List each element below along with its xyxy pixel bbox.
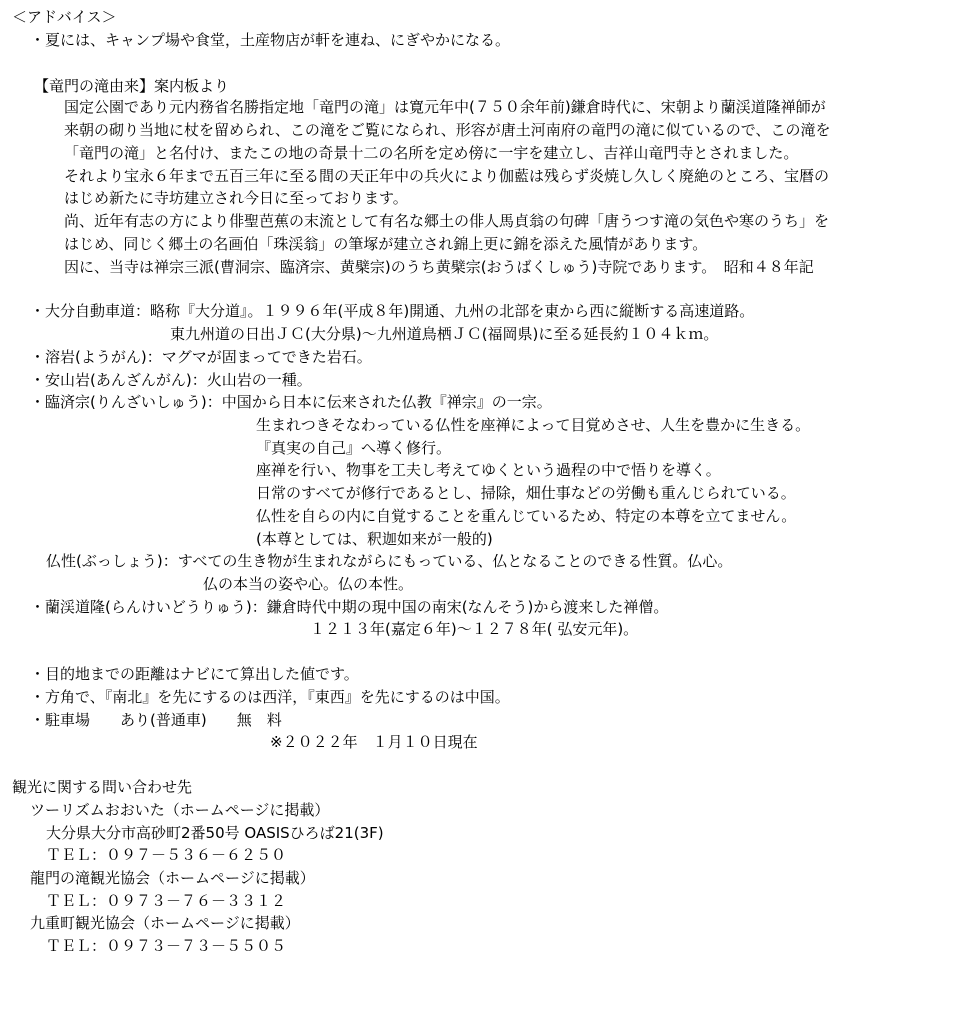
origin-title: 【竜門の滝由来】案内板より xyxy=(34,77,230,95)
contact-org-name: 九重町観光協会（ホームページに掲載） xyxy=(30,914,300,932)
note-parking: ・駐車場 あり(普通車) 無 料 xyxy=(30,711,282,729)
note-rinzai-cont: (本尊としては、釈迦如来が一般的) xyxy=(256,530,493,548)
contact-org-name: 龍門の滝観光協会（ホームページに掲載） xyxy=(30,869,315,887)
note-rinzai-cont: 座禅を行い、物事を工夫し考えてゆくという過程の中で悟りを導く。 xyxy=(256,461,721,479)
contact-tel: ＴＥＬ：０９７－５３６－６２５０ xyxy=(46,846,287,864)
origin-line: それより宝永６年まで五百三年に至る間の天正年中の兵火により伽藍は残らず炎焼し久しく廃絶のところ、宝暦の xyxy=(64,167,830,185)
origin-line: 因に、当寺は禅宗三派(曹洞宗、臨済宗、黄檗宗)のうち黄檗宗(おうばくしゅう)寺院であります。 昭和４８年記 xyxy=(64,258,814,276)
note-anzangan: ・安山岩(あんざんがん)：火山岩の一種。 xyxy=(30,371,312,389)
note-expressway: ・大分自動車道：略称『大分道』。１９９６年(平成８年)開通、九州の北部を東から西に縦断する高速道路。 xyxy=(30,302,755,320)
contact-address: 大分県大分市高砂町2番50号 OASISひろば21(3F) xyxy=(46,824,384,842)
note-bussho-cont: 仏の本当の姿や心。仏の本性。 xyxy=(203,575,414,593)
note-rankei: ・蘭渓道隆(らんけいどうりゅう)：鎌倉時代中期の現中国の南宋(なんそう)から渡来した禅僧。 xyxy=(30,598,669,616)
note-rinzai: ・臨済宗(りんざいしゅう)：中国から日本に伝来された仏教『禅宗』の一宗。 xyxy=(30,393,552,411)
note-rankei-cont: １２１３年(嘉定６年)～１２７８年( 弘安元年)。 xyxy=(310,620,639,638)
origin-line: 「竜門の滝」と名付け、またこの地の奇景十二の名所を定め傍に一宇を建立し、吉祥山竜門寺とされました。 xyxy=(64,144,799,162)
note-rinzai-cont: 生まれつきそなわっている仏性を座禅によって目覚めさせ、人生を豊かに生きる。 xyxy=(256,416,811,434)
contact-tel: ＴＥＬ：０９７３－７３－５５０５ xyxy=(46,937,287,955)
note-rinzai-cont: 仏性を自らの内に自覚することを重んじているため、特定の本尊を立てません。 xyxy=(256,507,797,525)
note-expressway-cont: 東九州道の日出ＪＣ(大分県)～九州道鳥栖ＪＣ(福岡県)に至る延長約１０４ｋｍ。 xyxy=(170,325,719,343)
origin-line: 国定公園であり元内務省名勝指定地「竜門の滝」は寛元年中(７５０余年前)鎌倉時代に、宋朝より蘭渓道隆禅師が xyxy=(64,98,826,116)
origin-line: 来朝の砌り当地に杖を留められ、この滝をご覧になられ、形容が唐土河南府の竜門の滝に似ているので、この滝を xyxy=(64,121,831,139)
contact-header: 観光に関する問い合わせ先 xyxy=(12,778,193,796)
note-yogan: ・溶岩(ようがん)：マグマが固まってできた岩石。 xyxy=(30,348,372,366)
note-rinzai-cont: 『真実の自己』へ導く修行。 xyxy=(256,439,452,457)
contact-org-name: ツーリズムおおいた（ホームページに掲載） xyxy=(30,801,330,819)
note-bussho: 仏性(ぶっしょう)：すべての生き物が生まれながらにもっている、仏となることのできる性質。仏心。 xyxy=(46,552,733,570)
origin-line: はじめ、同じく郷土の名画伯「珠渓翁」の筆塚が建立され錦上更に錦を添えた風情があります。 xyxy=(64,235,708,253)
origin-line: 尚、近年有志の方により俳聖芭蕉の末流として有名な郷土の俳人馬貞翁の句碑「唐うつす滝の気色や寒のうち」を xyxy=(64,212,830,230)
note-direction: ・方角で、『南北』を先にするのは西洋，『東西』を先にするのは中国。 xyxy=(30,688,510,706)
advice-header: ＜アドバイス＞ xyxy=(12,8,117,26)
note-as-of-date: ※２０２２年 １月１０日現在 xyxy=(270,733,478,751)
note-rinzai-cont: 日常のすべてが修行であるとし、掃除，畑仕事などの労働も重んじられている。 xyxy=(256,484,796,502)
advice-summer-item: ・夏には、キャンプ場や食堂，土産物店が軒を連ね、にぎやかになる。 xyxy=(30,31,511,49)
note-distance: ・目的地までの距離はナビにて算出した値です。 xyxy=(30,665,359,683)
contact-tel: ＴＥＬ：０９７３－７６－３３１２ xyxy=(46,892,287,910)
origin-line: はじめ新たに寺坊建立され今日に至っております。 xyxy=(64,189,408,207)
